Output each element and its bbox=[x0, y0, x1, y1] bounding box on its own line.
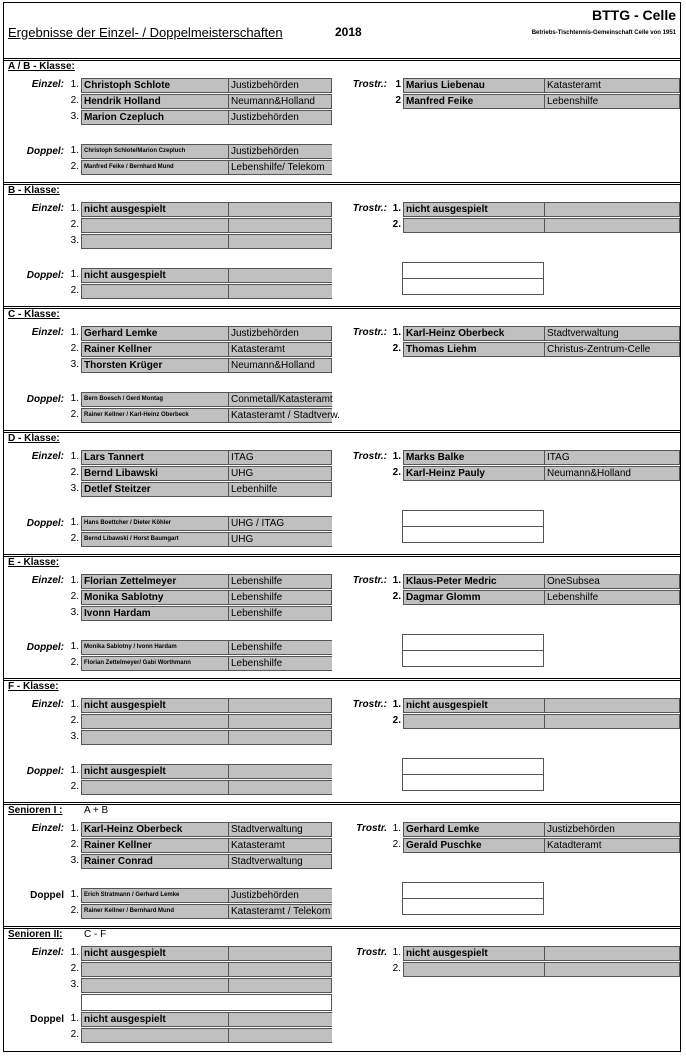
player-name: Florian Zettelmeyer bbox=[81, 574, 229, 589]
doppel-label: Doppel: bbox=[26, 642, 64, 653]
pair-names bbox=[81, 1028, 229, 1043]
rank-number: 2. bbox=[392, 963, 401, 974]
rank-number: 1. bbox=[70, 517, 79, 528]
club-name: Justizbehörden bbox=[228, 888, 332, 903]
club-name bbox=[228, 268, 332, 283]
rank-number: 1. bbox=[70, 575, 79, 586]
rank-number: 1. bbox=[70, 451, 79, 462]
club-name bbox=[228, 284, 332, 299]
rank-number: 2. bbox=[70, 591, 79, 602]
section-4 bbox=[4, 556, 680, 680]
club-name: Stadtverwaltung bbox=[228, 822, 332, 837]
rank-number: 1. bbox=[70, 823, 79, 834]
trost-label: Trostr.: bbox=[352, 451, 387, 462]
divider bbox=[4, 184, 680, 185]
player-name: nicht ausgespielt bbox=[81, 202, 229, 217]
rank-number: 2. bbox=[70, 839, 79, 850]
divider bbox=[4, 678, 680, 679]
player-name: nicht ausgespielt bbox=[403, 202, 545, 217]
pair-names: Florian Zettelmeyer/ Gabi Worthmann bbox=[81, 656, 229, 671]
rank-number: 2. bbox=[70, 533, 79, 544]
org-name: BTTG - Celle bbox=[591, 7, 676, 23]
divider bbox=[4, 306, 680, 307]
einzel-label: Einzel: bbox=[31, 823, 64, 834]
einzel-label: Einzel: bbox=[31, 575, 64, 586]
player-name: Marius Liebenau bbox=[403, 78, 545, 93]
pair-names bbox=[81, 780, 229, 795]
einzel-label: Einzel: bbox=[31, 327, 64, 338]
rank-number: 1. bbox=[70, 641, 79, 652]
rank-number: 2. bbox=[70, 219, 79, 230]
section-2 bbox=[4, 308, 680, 432]
rank-number: 3. bbox=[70, 979, 79, 990]
player-name: Marks Balke bbox=[403, 450, 545, 465]
rank-number: 2. bbox=[392, 715, 401, 726]
club-name: Katasteramt bbox=[228, 838, 332, 853]
divider bbox=[4, 58, 680, 59]
club-name bbox=[228, 1012, 332, 1027]
rank-number: 2. bbox=[392, 591, 401, 602]
club-name: Neumann&Holland bbox=[228, 358, 332, 373]
club-name bbox=[228, 780, 332, 795]
rank-number: 1. bbox=[70, 889, 79, 900]
doppel-label: Doppel: bbox=[26, 394, 64, 405]
pair-names: nicht ausgespielt bbox=[81, 1012, 229, 1027]
club-name bbox=[544, 698, 680, 713]
section-6 bbox=[4, 804, 680, 928]
empty-box bbox=[402, 262, 544, 279]
player-name: Karl-Heinz Oberbeck bbox=[81, 822, 229, 837]
player-name: Detlef Steitzer bbox=[81, 482, 229, 497]
club-name: Stadtverwaltung bbox=[228, 854, 332, 869]
club-name: UHG / ITAG bbox=[228, 516, 332, 531]
divider bbox=[4, 680, 680, 681]
player-name: Karl-Heinz Pauly bbox=[403, 466, 545, 481]
player-name: Lars Tannert bbox=[81, 450, 229, 465]
club-name bbox=[228, 764, 332, 779]
player-name: Bernd Libawski bbox=[81, 466, 229, 481]
rank-number: 2. bbox=[70, 161, 79, 172]
rank-number: 2. bbox=[392, 219, 401, 230]
einzel-label: Einzel: bbox=[31, 203, 64, 214]
pair-names bbox=[81, 284, 229, 299]
player-name: Hendrik Holland bbox=[81, 94, 229, 109]
rank-number: 2. bbox=[392, 343, 401, 354]
pair-names: Hans Boettcher / Dieter Köhler bbox=[81, 516, 229, 531]
player-name: Gerhard Lemke bbox=[81, 326, 229, 341]
rank-number: 1. bbox=[70, 269, 79, 280]
player-name bbox=[81, 962, 229, 977]
rank-number: 2. bbox=[70, 1029, 79, 1040]
club-name: Lebenshilfe bbox=[228, 640, 332, 655]
rank-number: 3. bbox=[70, 359, 79, 370]
rank-number: 2. bbox=[70, 905, 79, 916]
empty-box bbox=[402, 882, 544, 899]
rank-number: 2 bbox=[395, 95, 401, 106]
rank-number: 3. bbox=[70, 111, 79, 122]
page-title: Ergebnisse der Einzel- / Doppelmeisterschaften bbox=[8, 25, 283, 40]
rank-number: 1. bbox=[70, 79, 79, 90]
section-3 bbox=[4, 432, 680, 556]
results-sheet bbox=[3, 2, 681, 1052]
rank-number: 3. bbox=[70, 235, 79, 246]
trost-label: Trostr.: bbox=[352, 203, 387, 214]
divider bbox=[4, 182, 680, 183]
einzel-label: Einzel: bbox=[31, 451, 64, 462]
club-name: Conmetall/Katasteramt bbox=[228, 392, 332, 407]
empty-box bbox=[81, 994, 332, 1011]
einzel-label: Einzel: bbox=[31, 79, 64, 90]
rank-number: 2. bbox=[70, 409, 79, 420]
player-name: Karl-Heinz Oberbeck bbox=[403, 326, 545, 341]
rank-number: 1. bbox=[392, 947, 401, 958]
club-name: Justizbehörden bbox=[228, 78, 332, 93]
pair-names: Rainer Kellner / Bernhard Mund bbox=[81, 904, 229, 919]
player-name: nicht ausgespielt bbox=[81, 946, 229, 961]
rank-number: 1. bbox=[392, 327, 401, 338]
section-title: D - Klasse: bbox=[8, 433, 60, 444]
empty-box bbox=[402, 526, 544, 543]
rank-number: 2. bbox=[70, 781, 79, 792]
club-name: Christus-Zentrum-Celle bbox=[544, 342, 680, 357]
club-name: Lebenshilfe/ Telekom bbox=[228, 160, 332, 175]
player-name bbox=[81, 978, 229, 993]
rank-number: 1. bbox=[70, 203, 79, 214]
club-name: Katasteramt bbox=[544, 78, 680, 93]
trost-label: Trostr.: bbox=[352, 79, 387, 90]
club-name bbox=[228, 978, 332, 993]
pair-names: nicht ausgespielt bbox=[81, 764, 229, 779]
club-name bbox=[228, 218, 332, 233]
empty-box bbox=[402, 758, 544, 775]
club-name bbox=[228, 714, 332, 729]
rank-number: 3. bbox=[70, 855, 79, 866]
einzel-label: Einzel: bbox=[31, 699, 64, 710]
rank-number: 1. bbox=[70, 765, 79, 776]
section-0 bbox=[4, 60, 680, 184]
section-title: F - Klasse: bbox=[8, 681, 59, 692]
player-name bbox=[403, 714, 545, 729]
club-name bbox=[228, 946, 332, 961]
trost-label: Trostr.: bbox=[352, 327, 387, 338]
divider bbox=[4, 430, 680, 431]
section-title: A / B - Klasse: bbox=[8, 61, 75, 72]
pair-names: Monika Sablotny / Ivonn Hardam bbox=[81, 640, 229, 655]
player-name bbox=[81, 714, 229, 729]
pair-names: Erich Stratmann / Gerhard Lemke bbox=[81, 888, 229, 903]
rank-number: 2. bbox=[70, 657, 79, 668]
pair-names: Bernd Libawski / Horst Baumgart bbox=[81, 532, 229, 547]
section-title: B - Klasse: bbox=[8, 185, 60, 196]
doppel-label: Doppel: bbox=[26, 146, 64, 157]
section-7 bbox=[4, 928, 680, 1052]
club-name bbox=[228, 698, 332, 713]
trost-label: Trostr. bbox=[356, 947, 387, 958]
rank-number: 1. bbox=[70, 1013, 79, 1024]
rank-number: 2. bbox=[392, 467, 401, 478]
player-name: Manfred Feike bbox=[403, 94, 545, 109]
club-name bbox=[228, 730, 332, 745]
pair-names: nicht ausgespielt bbox=[81, 268, 229, 283]
club-name bbox=[544, 962, 680, 977]
club-name bbox=[544, 714, 680, 729]
rank-number: 2. bbox=[70, 963, 79, 974]
rank-number: 3. bbox=[70, 731, 79, 742]
section-subtitle: A + B bbox=[84, 805, 109, 816]
doppel-label: Doppel bbox=[30, 1014, 64, 1025]
club-name: Katadteramt bbox=[544, 838, 680, 853]
rank-number: 3. bbox=[70, 483, 79, 494]
empty-box bbox=[402, 898, 544, 915]
club-name: Justizbehörden bbox=[544, 822, 680, 837]
club-name: UHG bbox=[228, 532, 332, 547]
rank-number: 1. bbox=[70, 947, 79, 958]
doppel-label: Doppel: bbox=[26, 270, 64, 281]
pair-names: Manfred Feike / Bernhard Mund bbox=[81, 160, 229, 175]
player-name: Ivonn Hardam bbox=[81, 606, 229, 621]
player-name: Monika Sablotny bbox=[81, 590, 229, 605]
club-name: Lebenhilfe bbox=[228, 482, 332, 497]
rank-number: 1. bbox=[392, 575, 401, 586]
pair-names: Rainer Kellner / Karl-Heinz Oberbeck bbox=[81, 408, 229, 423]
rank-number: 2. bbox=[70, 343, 79, 354]
rank-number: 2. bbox=[70, 95, 79, 106]
rank-number: 1. bbox=[392, 203, 401, 214]
club-name: Lebenshilfe bbox=[228, 574, 332, 589]
club-name: OneSubsea bbox=[544, 574, 680, 589]
rank-number: 2. bbox=[70, 285, 79, 296]
club-name: UHG bbox=[228, 466, 332, 481]
club-name: Lebenshilfe bbox=[228, 656, 332, 671]
club-name: Lebenshilfe bbox=[228, 590, 332, 605]
club-name: Lebenshilfe bbox=[544, 590, 680, 605]
club-name: ITAG bbox=[544, 450, 680, 465]
doppel-label: Doppel: bbox=[26, 518, 64, 529]
club-name bbox=[228, 202, 332, 217]
section-title: E - Klasse: bbox=[8, 557, 60, 568]
player-name bbox=[81, 730, 229, 745]
doppel-label: Doppel bbox=[30, 890, 64, 901]
divider bbox=[4, 554, 680, 555]
rank-number: 3. bbox=[70, 607, 79, 618]
pair-names: Bern Boesch / Gerd Montag bbox=[81, 392, 229, 407]
rank-number: 1. bbox=[70, 145, 79, 156]
empty-box bbox=[402, 650, 544, 667]
rank-number: 1. bbox=[392, 451, 401, 462]
player-name: Christoph Schlote bbox=[81, 78, 229, 93]
club-name: Justizbehörden bbox=[228, 326, 332, 341]
club-name bbox=[228, 962, 332, 977]
player-name: Rainer Conrad bbox=[81, 854, 229, 869]
section-title: Senioren II: bbox=[8, 929, 63, 940]
club-name: Katasteramt bbox=[228, 342, 332, 357]
divider bbox=[4, 926, 680, 927]
empty-box bbox=[402, 278, 544, 295]
rank-number: 1 bbox=[395, 79, 401, 90]
player-name: Klaus-Peter Medric bbox=[403, 574, 545, 589]
club-name bbox=[544, 946, 680, 961]
player-name: Thomas Liehm bbox=[403, 342, 545, 357]
player-name: Dagmar Glomm bbox=[403, 590, 545, 605]
player-name: nicht ausgespielt bbox=[403, 946, 545, 961]
divider bbox=[4, 432, 680, 433]
rank-number: 2. bbox=[70, 467, 79, 478]
divider bbox=[4, 802, 680, 803]
rank-number: 2. bbox=[70, 715, 79, 726]
player-name: Gerald Puschke bbox=[403, 838, 545, 853]
club-name: Katasteramt / Telekom bbox=[228, 904, 332, 919]
player-name: Marion Czepluch bbox=[81, 110, 229, 125]
club-name bbox=[544, 218, 680, 233]
club-name: Neumann&Holland bbox=[228, 94, 332, 109]
club-name: Stadtverwaltung bbox=[544, 326, 680, 341]
club-name bbox=[228, 234, 332, 249]
org-subtitle: Betriebs-Tischtennis-Gemeinschaft Celle von 1951 bbox=[531, 30, 676, 36]
club-name: Justizbehörden bbox=[228, 110, 332, 125]
section-1 bbox=[4, 184, 680, 308]
einzel-label: Einzel: bbox=[31, 947, 64, 958]
section-5 bbox=[4, 680, 680, 804]
player-name bbox=[81, 218, 229, 233]
doppel-label: Doppel: bbox=[26, 766, 64, 777]
player-name: nicht ausgespielt bbox=[81, 698, 229, 713]
rank-number: 1. bbox=[70, 327, 79, 338]
club-name bbox=[228, 1028, 332, 1043]
section-title: C - Klasse: bbox=[8, 309, 60, 320]
rank-number: 1. bbox=[70, 393, 79, 404]
section-subtitle: C - F bbox=[84, 929, 107, 940]
player-name bbox=[81, 234, 229, 249]
player-name: nicht ausgespielt bbox=[403, 698, 545, 713]
club-name: Lebenshilfe bbox=[544, 94, 680, 109]
trost-label: Trostr.: bbox=[352, 575, 387, 586]
pair-names: Christoph Schlote/Marion Czepluch bbox=[81, 144, 229, 159]
club-name: Lebenshilfe bbox=[228, 606, 332, 621]
player-name bbox=[403, 218, 545, 233]
club-name: Justizbehörden bbox=[228, 144, 332, 159]
empty-box bbox=[402, 634, 544, 651]
rank-number: 1. bbox=[70, 699, 79, 710]
divider bbox=[4, 556, 680, 557]
section-title: Senioren I : bbox=[8, 805, 63, 816]
player-name: Rainer Kellner bbox=[81, 342, 229, 357]
club-name: ITAG bbox=[228, 450, 332, 465]
club-name: Neumann&Holland bbox=[544, 466, 680, 481]
player-name bbox=[403, 962, 545, 977]
trost-label: Trostr.: bbox=[352, 699, 387, 710]
player-name: Rainer Kellner bbox=[81, 838, 229, 853]
year-label: 2018 bbox=[335, 25, 362, 39]
club-name bbox=[544, 202, 680, 217]
player-name: Gerhard Lemke bbox=[403, 822, 545, 837]
trost-label: Trostr. bbox=[356, 823, 387, 834]
club-name: Katasteramt / Stadtverw. bbox=[228, 408, 332, 423]
divider bbox=[4, 308, 680, 309]
rank-number: 1. bbox=[392, 823, 401, 834]
empty-box bbox=[402, 774, 544, 791]
rank-number: 1. bbox=[392, 699, 401, 710]
rank-number: 2. bbox=[392, 839, 401, 850]
empty-box bbox=[402, 510, 544, 527]
player-name: Thorsten Krüger bbox=[81, 358, 229, 373]
